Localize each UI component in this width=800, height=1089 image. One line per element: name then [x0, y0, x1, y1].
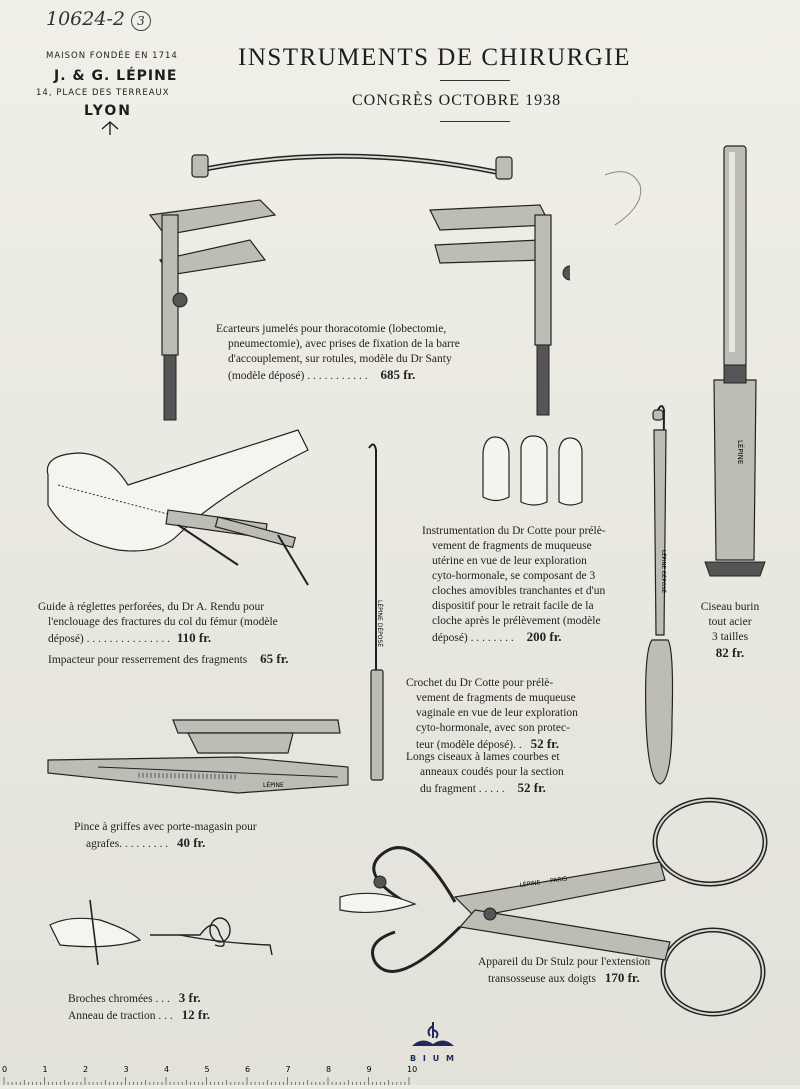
- ruler-label: 5: [204, 1065, 210, 1074]
- instrumentation-line-5: cloches amovibles tranchantes et d'un: [432, 585, 606, 597]
- crochet-line-3: vaginale en vue de leur exploration: [416, 707, 578, 719]
- crochet-line-5: teur (modèle déposé). .: [416, 739, 522, 751]
- ecarteurs-line-4: (modèle déposé) . . . . . . . . . . .: [228, 370, 368, 382]
- ruler-label: 10: [407, 1065, 418, 1074]
- long-scissors-illustration: [640, 400, 680, 790]
- broches-illustration: [40, 895, 280, 970]
- pince-caption: [74, 820, 314, 852]
- impacteur-line: Impacteur pour resserrement des fragments: [48, 654, 248, 666]
- ruler-scale: [0, 1062, 420, 1085]
- pince-engraving: LÉPINE: [263, 782, 284, 789]
- ciseau-line-3: 3 tailles: [711, 631, 749, 643]
- ruler-label: 7: [285, 1065, 291, 1074]
- ruler-label: 4: [164, 1065, 170, 1074]
- instrumentation-line-4: cyto-hormonale, se composant de 3: [432, 570, 596, 582]
- pencil-mark: [600, 155, 660, 235]
- ruler-label: 3: [123, 1065, 129, 1074]
- founded-line: MAISON FONDÉE EN 1714: [46, 51, 178, 61]
- company-address: 14, PLACE DES TERREAUX: [36, 88, 170, 98]
- ciseau-price: 82 fr.: [715, 645, 745, 660]
- longs-price: 52 fr.: [517, 780, 546, 795]
- ornament-icon: [98, 120, 122, 136]
- appareil-line-1: Appareil du Dr Stulz pour l'extension: [478, 956, 651, 968]
- stulz-apparatus-illustration: [335, 792, 775, 1032]
- ciseau-line-1: Ciseau burin: [700, 601, 760, 613]
- instrumentation-line-8: déposé) . . . . . . . .: [432, 632, 514, 644]
- company-city: LYON: [84, 103, 132, 119]
- bium-label: B I U M: [410, 1054, 456, 1063]
- ecarteurs-line-2: pneumectomie), avec prises de fixation de la barre: [228, 338, 460, 350]
- crochet-line-1: Crochet du Dr Cotte pour prélè-: [406, 677, 554, 689]
- guide-price: 110 fr.: [176, 630, 212, 645]
- femur-guide-illustration: [38, 425, 313, 595]
- crochet-line-2: vement de fragments de muqueuse: [416, 692, 576, 704]
- bium-logo-icon: [408, 1018, 458, 1050]
- ruler-label: 6: [245, 1065, 251, 1074]
- anneau-line: Anneau de traction . . .: [68, 1010, 173, 1022]
- instrumentation-price: 200 fr.: [526, 629, 562, 644]
- appareil-price: 170 fr.: [604, 970, 640, 985]
- page-title: INSTRUMENTS DE CHIRURGIE: [238, 44, 631, 71]
- crochet-price: 52 fr.: [530, 736, 559, 751]
- guide-line-1: Guide à réglettes perforées, du Dr A. Rendu pour: [38, 601, 265, 613]
- ciseau-line-2: tout acier: [708, 616, 752, 628]
- longs-line-3: du fragment . . . . .: [420, 783, 505, 795]
- ruler-label: 2: [83, 1065, 89, 1074]
- longs-line-1: Longs ciseaux à lames courbes et: [406, 751, 560, 763]
- appareil-line-2: transosseuse aux doigts: [488, 973, 596, 985]
- crochet-line-4: cyto-hormonale, avec son protec-: [416, 722, 570, 734]
- cloches-illustration: [475, 432, 595, 512]
- pince-price: 40 fr.: [176, 835, 206, 850]
- instrumentation-line-7: cloche après le prélèvement (modèle: [432, 615, 601, 627]
- ciseau-caption: [680, 600, 780, 660]
- crochet-caption: [406, 676, 596, 753]
- broches-price: 3 fr.: [178, 990, 201, 1005]
- instrumentation-caption: [422, 524, 627, 646]
- ruler-label: 9: [366, 1065, 372, 1074]
- bium-stamp: [398, 1018, 468, 1063]
- appareil-caption: [478, 955, 708, 987]
- title-rule: [440, 80, 510, 81]
- hook-engraving: LÉPINE DÉPOSÉ: [376, 600, 383, 648]
- broches-line-1: Broches chromées . . .: [68, 993, 170, 1005]
- ecarteurs-caption: [216, 322, 506, 384]
- ruler-label: 1: [42, 1065, 48, 1074]
- broches-caption: [68, 990, 268, 1024]
- ecarteurs-line-3: d'accouplement, sur rotules, modèle du Dr Santy: [228, 353, 452, 365]
- ruler-label: 8: [326, 1065, 332, 1074]
- handwritten-ref-number: 10624-2: [46, 8, 125, 30]
- pince-illustration: [38, 715, 353, 805]
- cotte-hook-illustration: [360, 440, 390, 785]
- scissors-engraving: LÉPINE DÉPOSÉ: [660, 550, 666, 594]
- longs-ciseaux-caption: [406, 750, 596, 797]
- ecarteurs-price: 685 fr.: [380, 367, 416, 382]
- guide-caption: [38, 600, 328, 668]
- pince-line-2: agrafes. . . . . . . . .: [86, 838, 169, 850]
- ecarteurs-line-1: Ecarteurs jumelés pour thoracotomie (lobectomie,: [216, 323, 447, 335]
- ciseau-engraving: LÉPINE: [736, 440, 744, 465]
- instrumentation-line-6: dispositif pour le retrait facile de la: [432, 600, 594, 612]
- instrumentation-line-2: vement de fragments de muqueuse: [432, 540, 592, 552]
- guide-line-2: l'enclouage des fractures du col du fémur (modèle: [48, 616, 278, 628]
- handwritten-circled-number: 3: [131, 11, 151, 31]
- company-name: J. & G. LÉPINE: [54, 68, 178, 84]
- longs-line-2: anneaux coudés pour la section: [420, 766, 564, 778]
- ciseau-illustration: [700, 140, 770, 580]
- impacteur-price: 65 fr.: [260, 651, 289, 666]
- anneau-price: 12 fr.: [181, 1007, 211, 1022]
- ruler-label: 0: [2, 1065, 8, 1074]
- appareil-engraving: LÉPINE — PARIS: [519, 875, 568, 889]
- pince-line-1: Pince à griffes avec porte-magasin pour: [74, 821, 257, 833]
- guide-line-3: déposé) . . . . . . . . . . . . . . .: [48, 633, 171, 645]
- subtitle-rule: [440, 121, 510, 122]
- measurement-ruler: [0, 1062, 420, 1085]
- instrumentation-line-3: utérine en vue de leur exploration: [432, 555, 587, 567]
- handwritten-reference: [46, 8, 151, 31]
- instrumentation-line-1: Instrumentation du Dr Cotte pour prélè-: [422, 525, 606, 537]
- page-subtitle: CONGRÈS OCTOBRE 1938: [352, 92, 562, 109]
